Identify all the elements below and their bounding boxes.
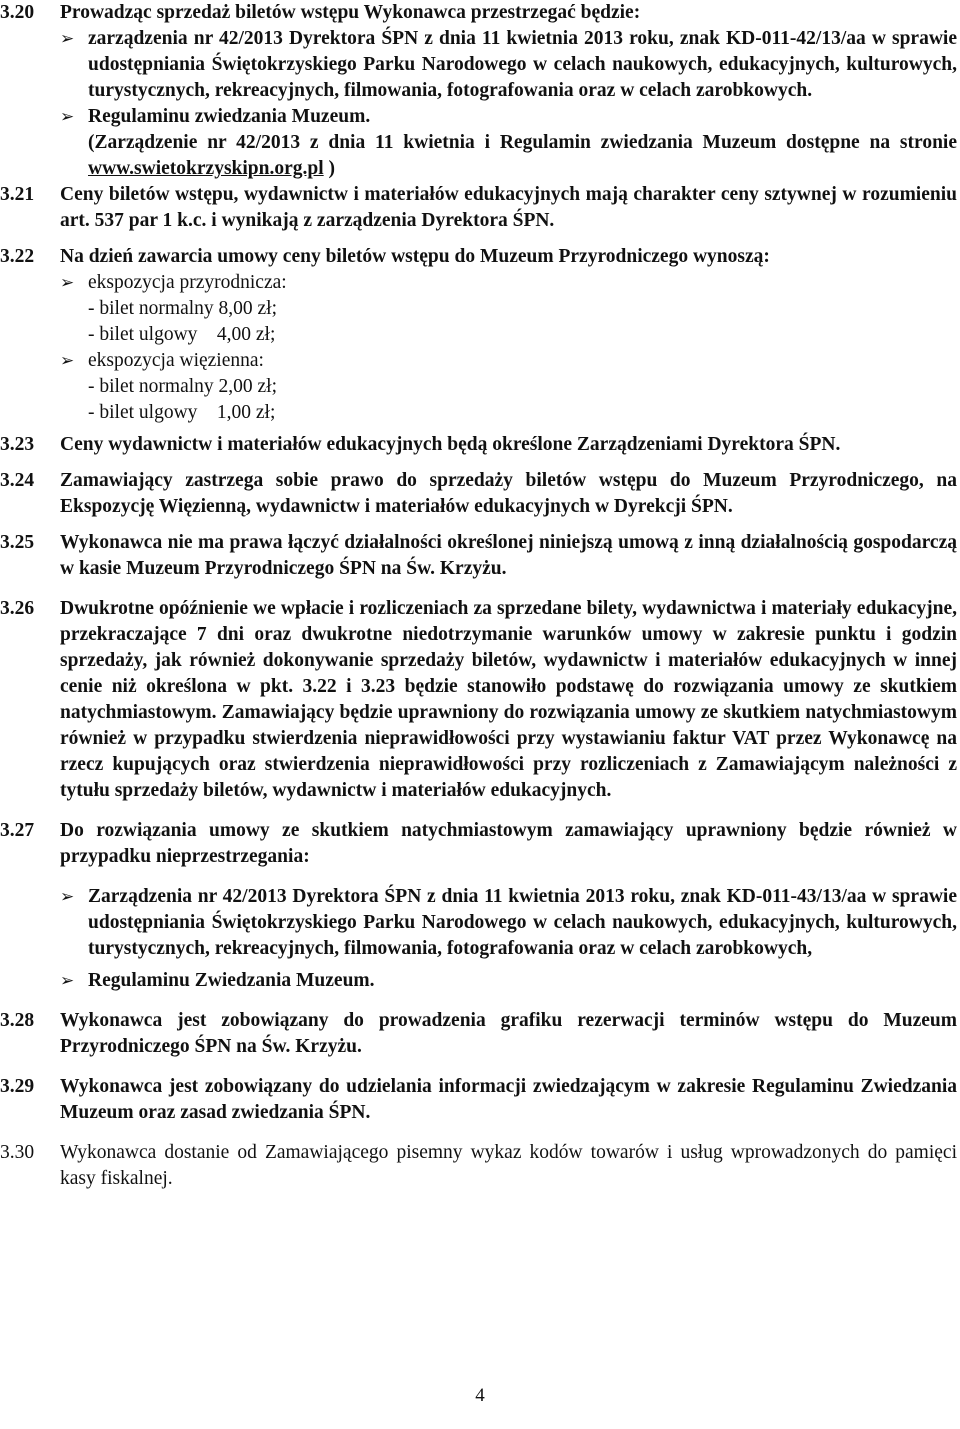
bullet-item xyxy=(60,104,957,130)
price-line: - bilet normalny 8,00 zł; xyxy=(88,298,278,319)
section-number: 3.28 xyxy=(0,1010,35,1031)
section-number: 3.21 xyxy=(0,184,35,205)
section-number: 3.20 xyxy=(0,2,35,23)
price-label: - bilet ulgowy xyxy=(88,324,198,345)
section-3-24 xyxy=(0,468,960,520)
page-number: 4 xyxy=(475,1385,485,1406)
note-text: (Zarządzenie nr 42/2013 z dnia 11 kwietnia i Regulamin zwiedzania Muzeum dostępne na stronie xyxy=(88,132,957,153)
section-number: 3.23 xyxy=(0,434,35,455)
bullet-text: Regulaminu zwiedzania Muzeum. xyxy=(88,106,371,127)
section-3-30 xyxy=(0,1140,960,1192)
arrow-bullet-icon: ➢ xyxy=(60,107,75,127)
section-3-26 xyxy=(0,596,960,804)
arrow-bullet-icon: ➢ xyxy=(60,273,75,293)
section-number: 3.24 xyxy=(0,470,35,491)
section-text: Do rozwiązania umowy ze skutkiem natychmiastowym zamawiający uprawniony będzie również w przypadku nieprzestrzegania: xyxy=(60,820,957,867)
section-text: Wykonawca jest zobowiązany do udzielania informacji zwiedzającym w zakresie Regulaminu Zwiedzania Muzeum oraz zasad zwiedzania ŚPN. xyxy=(60,1076,957,1123)
section-number: 3.29 xyxy=(0,1076,35,1097)
section-3-27 xyxy=(0,818,960,994)
price-amount: 1,00 zł; xyxy=(216,402,276,423)
section-3-20 xyxy=(0,0,960,182)
section-text: Wykonawca jest zobowiązany do prowadzenia grafiku rezerwacji terminów wstępu do Muzeum Przyrodniczego ŚPN na Św. Krzyżu. xyxy=(60,1010,957,1057)
price-line: - bilet normalny 2,00 zł; xyxy=(88,376,278,397)
bullet-text: Regulaminu Zwiedzania Muzeum. xyxy=(88,970,375,991)
note-close: ) xyxy=(323,158,336,179)
website-link[interactable]: www.swietokrzyskipn.org.pl xyxy=(88,158,324,179)
section-text: Zamawiający zastrzega sobie prawo do sprzedaży biletów wstępu do Muzeum Przyrodniczego, na Ekspozycję Więzienną, wydawnictw i materiałów edukacyjnych w Dyrekcji ŚPN. xyxy=(60,470,957,517)
price-group xyxy=(60,270,957,296)
section-text: Ceny biletów wstępu, wydawnictw i materiałów edukacyjnych mają charakter ceny sztywnej w rozumieniu art. 537 par 1 k.c. i wynikają z zarządzenia Dyrektora ŚPN. xyxy=(60,184,957,231)
section-number: 3.27 xyxy=(0,820,35,841)
arrow-bullet-icon: ➢ xyxy=(60,29,75,49)
bullet-item xyxy=(60,26,957,104)
section-text: Wykonawca nie ma prawa łączyć działalności określonej niniejszą umową z inną działalnością gospodarczą w kasie Muzeum Przyrodniczego ŚPN na Św. Krzyżu. xyxy=(60,532,957,579)
arrow-bullet-icon: ➢ xyxy=(60,887,75,907)
bullet-note xyxy=(60,130,957,182)
bullet-item xyxy=(60,968,957,994)
section-text: Na dzień zawarcia umowy ceny biletów wstępu do Muzeum Przyrodniczego wynoszą: xyxy=(60,246,770,267)
section-3-28 xyxy=(0,1008,960,1060)
price-line xyxy=(60,400,957,426)
section-text: Wykonawca dostanie od Zamawiającego pisemny wykaz kodów towarów i usług wprowadzonych do pamięci kasy fiskalnej. xyxy=(60,1142,957,1189)
price-label: - bilet ulgowy xyxy=(88,402,198,423)
section-3-25 xyxy=(0,530,960,582)
bullet-text: Zarządzenia nr 42/2013 Dyrektora ŚPN z dnia 11 kwietnia 2013 roku, znak KD-011-43/13/aa w sprawie udostępniania Świętokrzyskiego Parku Narodowego w celach naukowych, edukacyjnych, kulturowych, turystycznych, rekreacyjnych, filmowania, fotografowania oraz w celach zarobkowych, xyxy=(88,886,957,959)
section-number: 3.30 xyxy=(0,1142,35,1163)
section-text: Dwukrotne opóźnienie we wpłacie i rozliczeniach za sprzedane bilety, wydawnictwa i materiały edukacyjne, przekraczające 7 dni oraz dwukrotne niedotrzymanie warunków umowy w zakresie punktu i godzin sprzedaży, jak również dokonywanie sprzedaży biletów, wydawnictw i materiałów edukacyjnych w innej cenie niż określona w pkt. 3.22 i 3.23 będzie stanowiło podstawę do rozwiązania umowy ze skutkiem natychmiastowym. Zamawiający będzie uprawniony do rozwiązania umowy ze skutkiem natychmiastowym również w przypadku stwierdzenia nieprawidłowości przy wystawianiu faktur VAT przez Wykonawcę na rzecz kupujących oraz stwierdzenia nieprawidłowości przy rozliczeniach z Zamawiającym należności z tytułu sprzedaży biletów, wydawnictw i materiałów edukacyjnych. xyxy=(60,598,957,801)
section-3-21 xyxy=(0,182,960,234)
arrow-bullet-icon: ➢ xyxy=(60,351,75,371)
price-group-title: ekspozycja przyrodnicza: xyxy=(88,272,287,293)
arrow-bullet-icon: ➢ xyxy=(60,971,75,991)
section-number: 3.25 xyxy=(0,532,35,553)
section-number: 3.22 xyxy=(0,246,35,267)
section-3-22 xyxy=(0,244,960,426)
section-3-23 xyxy=(0,432,960,458)
price-group xyxy=(60,348,957,374)
price-group-title: ekspozycja więzienna: xyxy=(88,350,264,371)
section-text: Ceny wydawnictw i materiałów edukacyjnych będą określone Zarządzeniami Dyrektora ŚPN. xyxy=(60,434,841,455)
bullet-text: zarządzenia nr 42/2013 Dyrektora ŚPN z dnia 11 kwietnia 2013 roku, znak KD-011-42/13/aa w sprawie udostępniania Świętokrzyskiego Parku Narodowego w celach naukowych, edukacyjnych, kulturowych, turystycznych, rekreacyjnych, filmowania, fotografowania oraz w celach zarobkowych. xyxy=(88,28,957,101)
section-number: 3.26 xyxy=(0,598,35,619)
price-amount: 4,00 zł; xyxy=(216,324,276,345)
bullet-item xyxy=(60,884,957,962)
section-intro: Prowadząc sprzedaż biletów wstępu Wykonawca przestrzegać będzie: xyxy=(60,2,641,23)
price-line xyxy=(60,322,957,348)
section-3-29 xyxy=(0,1074,960,1126)
